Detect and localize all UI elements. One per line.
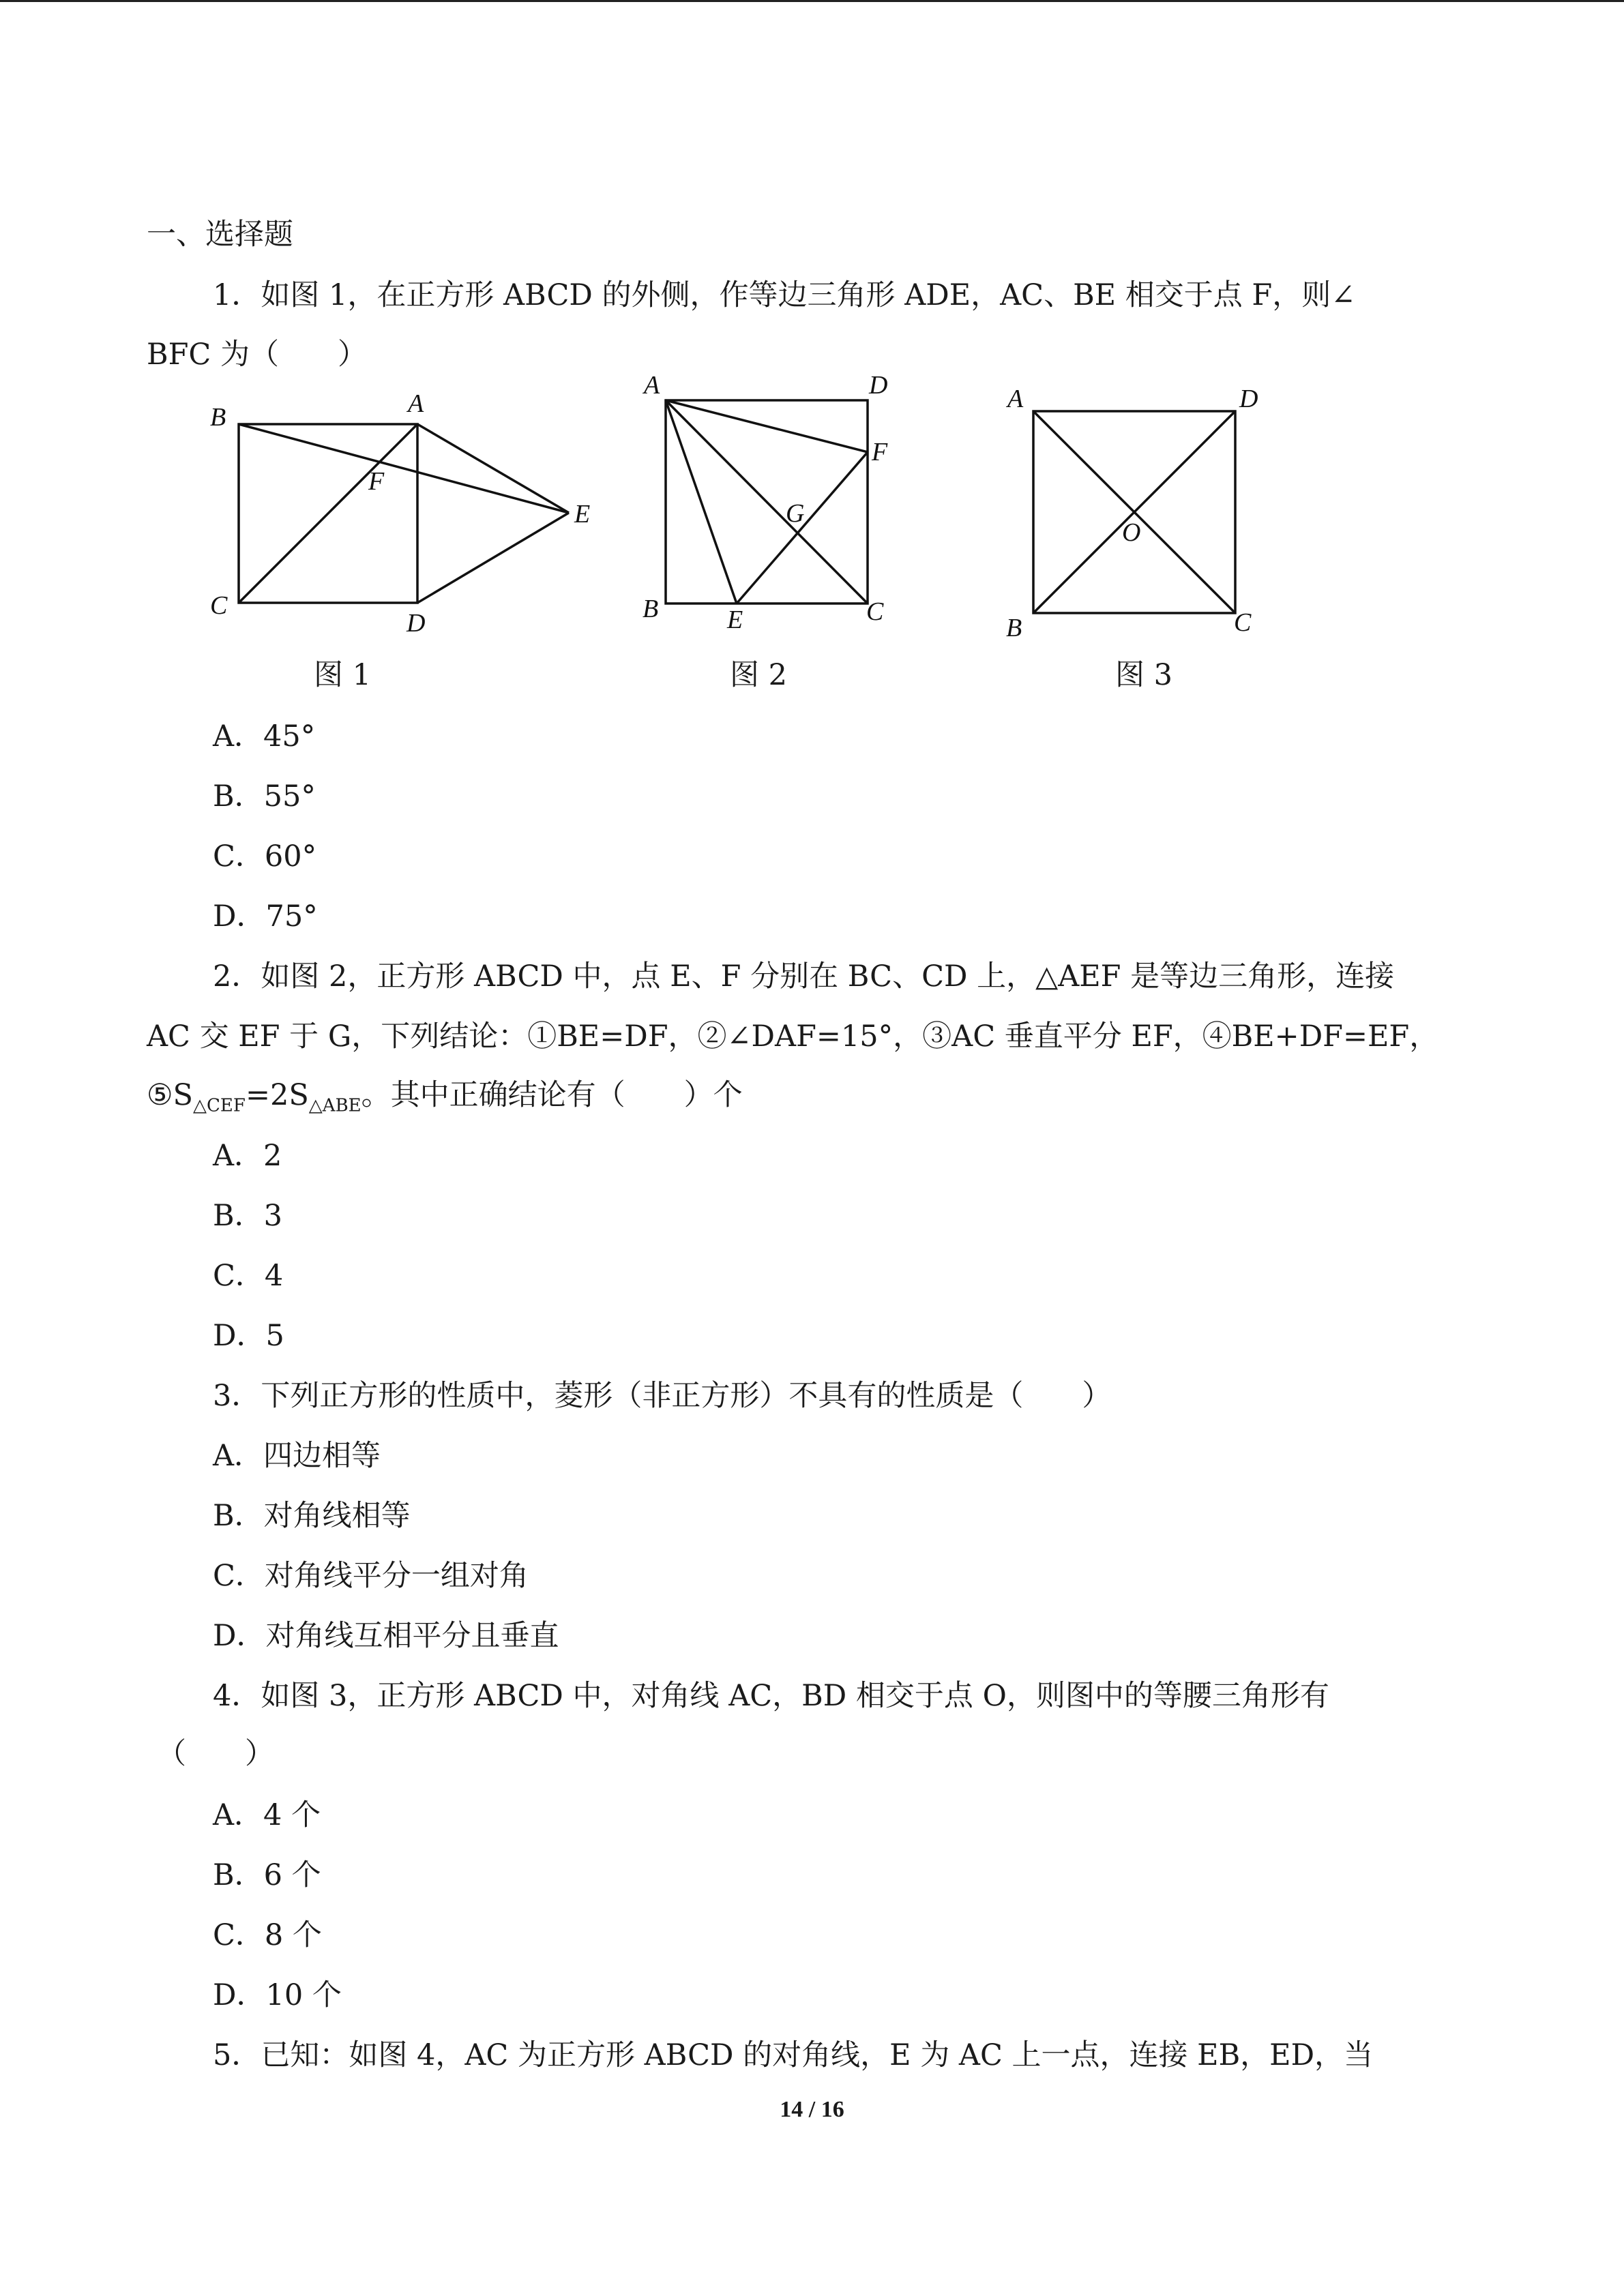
fig1-label-f: F xyxy=(368,467,385,496)
fig2-label-b: B xyxy=(643,595,659,623)
fig2-label-g: G xyxy=(786,499,805,528)
fig3-label-a: A xyxy=(1007,385,1024,413)
figure-2 xyxy=(634,372,907,644)
q4-option-c: C．8 个 xyxy=(213,1918,322,1952)
q3-option-a: A．四边相等 xyxy=(213,1439,381,1473)
fig1-line-ae xyxy=(417,424,569,513)
q2-stem-line-1: 2．如图 2，正方形 ABCD 中，点 E、F 分别在 BC、CD 上，△AEF 是等边三角形，连接 xyxy=(213,959,1395,994)
fig1-line-ac xyxy=(239,424,417,603)
fig1-label-a: A xyxy=(408,389,424,418)
fig3-label-b: B xyxy=(1006,614,1022,642)
q1-option-c: C．60° xyxy=(213,839,317,874)
page-number: 14 / 16 xyxy=(780,2097,844,2122)
fig1-label-d: D xyxy=(407,609,426,638)
q3-option-c: C．对角线平分一组对角 xyxy=(213,1559,529,1593)
fig3-label-o: O xyxy=(1122,518,1141,547)
q3-stem-line-1: 3．下列正方形的性质中，菱形（非正方形）不具有的性质是（ ） xyxy=(213,1379,1112,1413)
q1-option-b: B．55° xyxy=(213,779,316,814)
fig2-line-ef xyxy=(737,452,868,603)
q2-option-d: D．5 xyxy=(213,1319,284,1353)
q4-option-a: A．4 个 xyxy=(213,1798,321,1832)
q2-option-b: B．3 xyxy=(213,1199,282,1233)
q1-stem-line-1: 1．如图 1，在正方形 ABCD 的外侧，作等边三角形 ADE，AC、BE 相交于点 F，则∠ xyxy=(213,278,1356,312)
figure-3 xyxy=(992,378,1279,651)
fig2-label-d: D xyxy=(869,371,888,400)
fig2-line-ae xyxy=(666,400,737,603)
q3-option-b: B．对角线相等 xyxy=(213,1499,411,1533)
q4-option-d: D．10 个 xyxy=(213,1978,342,2012)
fig1-label-e: E xyxy=(574,500,591,528)
q4-stem-line-2: （ ） xyxy=(157,1737,274,1771)
figure-1 xyxy=(198,389,607,648)
q2-stem-line-2: AC 交 EF 于 G，下列结论：①BE=DF，②∠DAF=15°，③AC 垂直平分 EF，④BE+DF=EF， xyxy=(147,1019,1439,1054)
fig2-label-a: A xyxy=(644,371,660,400)
q2-stem-line-3: $⑤S_{\triangle CEF}=2S_{\triangle ABE}$。其中正确结论有（ ）个 xyxy=(147,1078,743,1116)
fig2-line-ac xyxy=(666,400,868,603)
q5-stem-line-1: 5．已知：如图 4，AC 为正方形 ABCD 的对角线，E 为 AC 上一点，连接 EB，ED，当 xyxy=(213,2038,1374,2072)
fig2-label-e: E xyxy=(727,606,743,634)
figure-1-caption: 图 1 xyxy=(314,658,372,692)
fig2-label-c: C xyxy=(866,597,884,626)
q1-stem-line-2: BFC 为（ ） xyxy=(147,338,368,372)
fig3-label-c: C xyxy=(1234,608,1252,637)
fig2-label-f: F xyxy=(872,438,888,466)
q4-stem-line-1: 4．如图 3，正方形 ABCD 中，对角线 AC，BD 相交于点 O，则图中的等腰三角形有 xyxy=(213,1679,1329,1713)
fig2-line-af xyxy=(666,400,868,452)
fig1-line-de xyxy=(417,513,569,603)
fig1-label-b: B xyxy=(210,403,226,432)
section-title: 一、选择题 xyxy=(147,218,293,252)
q3-option-d: D．对角线互相平分且垂直 xyxy=(213,1619,559,1653)
figure-3-caption: 图 3 xyxy=(1115,658,1173,692)
q2-option-c: C．4 xyxy=(213,1259,284,1293)
q4-option-b: B．6 个 xyxy=(213,1858,321,1892)
q1-option-d: D．75° xyxy=(213,899,318,934)
q2-option-a: A．2 xyxy=(213,1139,282,1173)
q1-option-a: A．45° xyxy=(213,719,316,754)
page-top-border xyxy=(0,0,1624,2)
fig3-label-d: D xyxy=(1239,385,1258,413)
fig1-label-c: C xyxy=(210,591,228,620)
figure-2-caption: 图 2 xyxy=(730,658,788,692)
